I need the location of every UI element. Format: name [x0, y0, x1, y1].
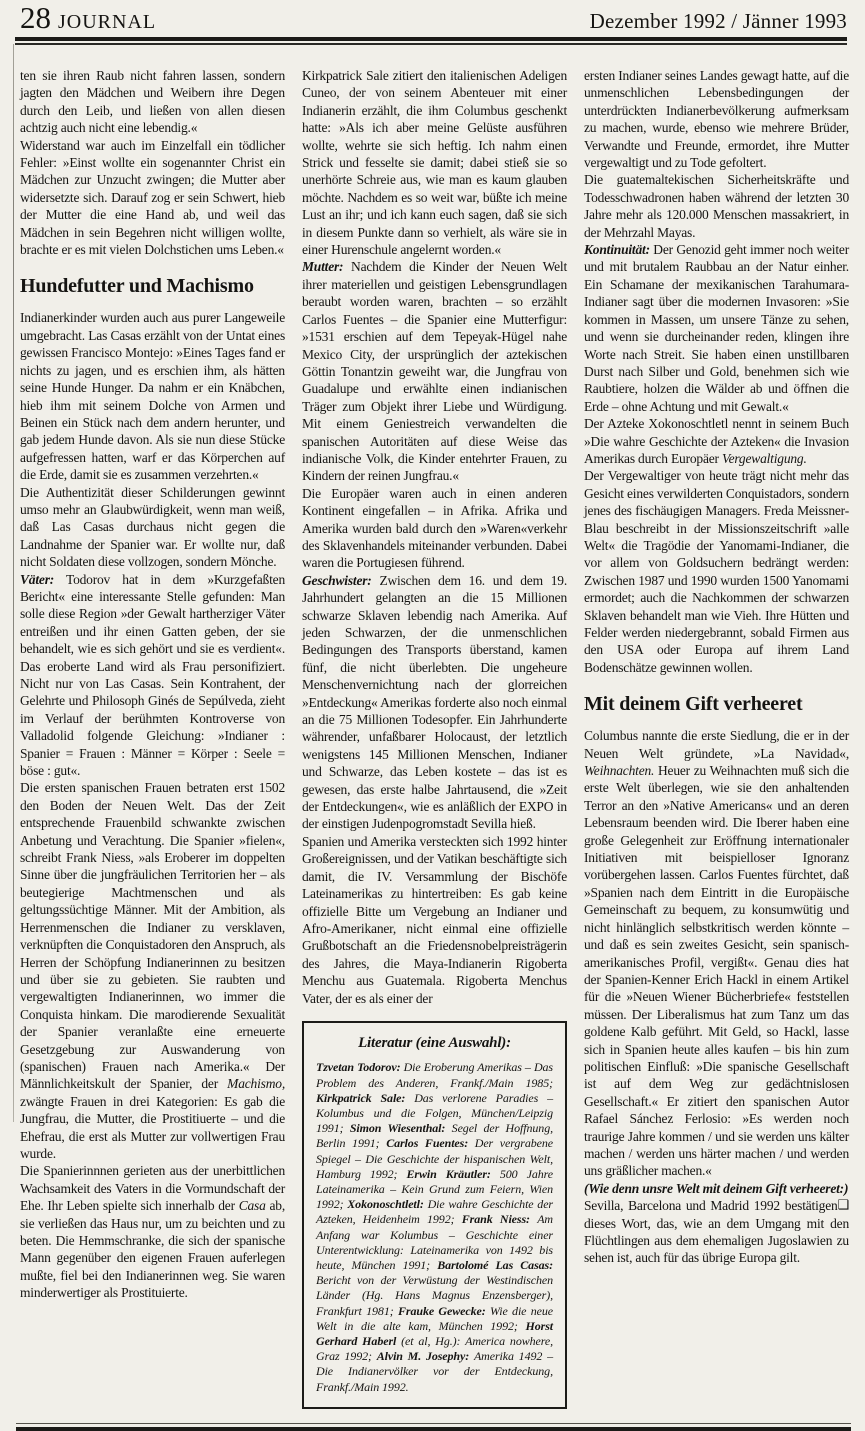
end-of-article-mark: ❑ [837, 1198, 849, 1214]
text-segment: ersten Indianer seines Landes gewagt hatte, auf die unmenschlichen Lebensbedingungen der unterdrückten Indianerbevölkerung aufmerksam zu machen, wurde, ebenso wie mehrere Brüder, Verwandte und Freunde, ermordet, ihre Mutter vergewaltigt und zu Tode gefoltert. [584, 68, 849, 171]
literature-work: Segel der Hoffnung, Berlin 1991; [316, 1121, 553, 1151]
paragraph [584, 171, 849, 241]
masthead [20, 0, 157, 35]
literature-work: Der vergrabene Spiegel – Die Geschichte der hispanischen Welt, Hamburg 1992; [316, 1136, 553, 1181]
bottom-rule-thin [16, 1423, 851, 1424]
literature-author: Alvin M. Josephy: [376, 1349, 474, 1364]
text-segment: Nachdem die Kinder der Neuen Welt ihrer materiellen und geistigen Lebensgrundlagen beraubt worden waren, brachten – so erzählt Carlos Fuentes – die Spanier eine Mutterfigur: »1531 erschien auf dem Tepeyak-Hügel nahe Mexico City, der ursprünglich der aztekischen Göttin Tonantzin geweiht war, die Jungfrau von Guadalupe und erwählte einen indianischen Träger zum Objekt ihrer Liebe und Würdigung. Mit einem Geniestreich verwandelten die spanischen Autoritäten auf diese Weise das indianische Volk, die Kinder entehrter Frauen, zu Kindern der reinen Jungfrau.« [302, 259, 567, 484]
text-segment: Indianerkinder wurden auch aus purer Langeweile umgebracht. Las Casas erzählt von der Untat eines gewissen Francisco Montejo: »Eines Tages fand er nichts zu jagen, und es erschien ihm, als hätten seine Hunde Hunger. Da nahm er ein Knäbchen, hieb ihm mit seinem Dolche von Armen und Beinen ein Stück nach dem andern herunter, und gab jedem Hunde davon. Als sie nun diese Stücke aufgefressen hatten, warf er das Körperchen auf die Erde, damit sie es zusammen verzehrten.« [20, 310, 285, 483]
page-edge-line [13, 44, 14, 1122]
journal-title: JOURNAL [58, 11, 157, 33]
text-segment: Todorov hat in dem »Kurzgefaßten Bericht« eine interessante Stelle gefunden: Man solle diese Region »der Gewalt hartherziger Väter entreißen und ihr einen Gatten geben, der sie behandelt, wie es sich gehört und sie es verdient«. Das eroberte Land wird als Frau personifiziert. Nicht nur von Las Casas. Sein Kontrahent, der Gelehrte und Philosoph Ginés de Sepúlveda, zieht im Verlauf der berühmten Kontroverse von Valladolid folgende Gleichung: »Indianer : Spanier = Frauen : Männer = Körper : Seele = böse : gut«. [20, 571, 285, 779]
literature-author: Erwin Kräutler: [406, 1166, 500, 1181]
paragraph [20, 309, 285, 483]
text-segment: Die Spanierinnnen gerieten aus der unerbittlichen Wachsamkeit des Vaters in die Vormundschaft der Ehe. Ihr Leben spielte sich innerhalb der [20, 1163, 285, 1214]
paragraph [302, 67, 567, 258]
text-segment: Die guatemaltekischen Sicherheitskräfte und Todesschwadronen haben während der letzten 30 Jahre mehr als 120.000 Menschen massakriert, in der Mehrzahl Mayas. [584, 172, 849, 240]
text-segment: Mutter: [302, 259, 344, 275]
literature-author: Xokonoschtletl: [347, 1197, 428, 1212]
text-segment: Sevilla, Barcelona und Madrid 1992 bestätigen dieses Wort, das, wie an dem Umgang mit den Flüchtlingen aus dem ehemaligen Jugoslawien zu sehen ist, auch für das übrige Europa gilt. [584, 1198, 849, 1266]
text-segment: Die Authentizität dieser Schilderungen gewinnt umso mehr an Glaubwürdigkeit, wenn man weiß, daß Las Casas durchaus nicht gegen die Landnahme der Spanier war. Er wollte nur, daß nicht Soldaten diese vollzogen, sondern Mönche. [20, 484, 285, 570]
literature-author: Tzvetan Todorov: [316, 1060, 404, 1075]
text-segment: ab, sie verließen das Haus nur, um zu beichten und zu beten. Die Hemmschranke, die sich der spanische Mann gegenüber den eigenen Frauen auferlegen mußte, fiel bei den Indianerinnen weg. Sie waren minderwertiger als Prostituierte. [20, 1198, 285, 1301]
paragraph [20, 1162, 285, 1301]
article-columns [0, 45, 865, 1409]
literature-author: Frauke Gewecke: [398, 1303, 490, 1318]
text-segment: Heuer zu Weihnachten muß sich die erste Welt überlegen, wie sie den anhaltenden Terror an den »Native Americans« und an deren Lebensraum beenden wird. Die Iberer haben eine große Gelegenheit zur Eröffnung internationaler Initiativen mit beispielloser Ignoranz vorübergehen lassen. Carlos Fuentes fürchtet, daß »Spanien nach dem Eintritt in die Europäische Gemeinschaft zu bequem, zu konsumwütig und nicht hinlänglich selbstkritisch werden könnte – und daß es sein zweites Gesicht, sein spanisch-amerikanisches Profil, vergißt«. Genau dies hat der Spanien-Kenner Erich Hackl in einem Artikel für die »Neuen Wiener Bücherbriefe« feststellen müssen. Der Liberalismus hat zum Tanz um das goldene Kalb geführt. Mit Geld, so Hackl, lasse sich in Spanien heute alles kaufen – bis hin zum politischen Einfluß: »Die spanische Gesellschaft ist auf dem Weg zur gedächtnislosen Gesellschaft.« Er zitiert den spanischen Autor Rafael Sánchez Ferlosio: »Es werden noch traurige Jahre kommen / und sie werden uns kälter machen / werden uns härter machen / und werden uns gräßlicher machen.« [584, 763, 849, 1179]
paragraph [302, 258, 567, 484]
paragraph [584, 415, 849, 467]
text-segment: Der Vergewaltiger von heute trägt nicht mehr das Gesicht eines verwilderten Conquistadors, sondern jenes des fischäugigen Managers. Freda Meissner-Blau beschreibt in der Missionszeitschrift »alle Welt« die Tragödie der Yanomami-Indianer, die vor allem von Goldsuchern bedrängt werden: Zwischen 1987 und 1990 wurden 1500 Yanomami ermordet; auch die Nachkommen der schwarzen Sklaven behandelt man wie Vieh. Ihre Hütten und Felder werden niedergebrannt, sobald Firmen aus den USA oder Europa auf ihrem Land Bodenschätze gewinnen wollen. [584, 468, 850, 675]
section-heading: Mit deinem Gift verheeret [584, 693, 803, 716]
text-segment: Vergewaltigung. [722, 450, 807, 466]
text-segment: Väter: [20, 571, 55, 587]
literature-work: Die wahre Geschichte der Azteken, Heidenheim 1992; [316, 1197, 553, 1227]
literature-author: Simon Wiesenthal: [349, 1121, 452, 1136]
literature-work: Bericht von der Verwüstung der Westindischen Länder (Hg. Hans Magnus Enzensberger), Frankfurt 1981; [316, 1273, 553, 1318]
literature-work: Wie die neue Welt in die alte kam, München 1992; [316, 1303, 554, 1333]
page-number: 28 [20, 0, 51, 35]
column-1 [20, 67, 285, 1409]
bottom-rule [16, 1423, 851, 1431]
text-segment: Der Genozid geht immer noch weiter und mit brutalem Raubbau an der Natur einher. Ein Schamane der mexikanischen Tarahumara-Indianer sagt über die modernen Invasoren: »Sie kommen in Massen, um unsere Tänze zu sehen, und wenn sie durcheinander reden, klingen ihre Worte nach Streit. Sie haben einen unstillbaren Durst nach Silber und Gold, benehmen sich wie Raubtiere, holzen die Wälder ab und öffnen die Erde – ohne Achtung und mit Gewalt.« [584, 242, 849, 414]
header-rule [15, 37, 847, 45]
literature-author: Bartolomé Las Casas: [437, 1257, 554, 1272]
text-segment: Columbus nannte die erste Siedlung, die er in der Neuen Welt gründete, »La Navidad«, [584, 728, 849, 761]
literature-author: Horst Gerhard Haberl [316, 1318, 553, 1348]
text-segment: Zwischen dem 16. und dem 19. Jahrhundert gelangten an die 15 Millionen schwarze Sklaven lebendig nach Amerika. Auf jeden Schwarzen, der die unmenschlichen Bedingungen des Transports überstand, kamen fünf, die nicht überlebten. Die ungeheure Menschenvernichtung nach der glorreichen »Entdeckung« Amerikas forderte also noch einmal an die 75 Millionen Todesopfer. Ein Jahrhunderte währender, unfaßbarer Holocaust, der letztlich wenigstens 145 Millionen Menschen, Indianer und Schwarze, das Leben kostete – das ist es gewesen, das erste halbe Jahrtausend, die »Zeit der Entdeckungen«, wie es anläßlich der EXPO in der einstigen Judenpogromstadt Sevilla hieß. [302, 572, 567, 832]
text-segment: zwängte Frauen in drei Kategorien: Es gab die Jungfrau, die Mutter, die Prostitiuerte – und die Ehefrau, die erst als Mutter zur vollwertigen Frau wurde. [20, 1093, 285, 1161]
paragraph [584, 727, 849, 1180]
header-rule-thick [15, 37, 847, 41]
literature-author: Kirkpatrick Sale: [316, 1090, 415, 1105]
literature-work: Die Eroberung Amerikas – Das Problem des Anderen, Frankf./Main 1985; [316, 1060, 553, 1090]
text-segment: Kontinuität: [584, 242, 650, 258]
text-segment: Die ersten spanischen Frauen betraten erst 1502 den Boden der Neuen Welt. Das der Zeit entsprechende Frauenbild schwankte zwischen Anbetung und Verachtung. Die Spanier »fielen«, schreibt Frank Niess, »als Eroberer im doppelten Sinne über die jungfräulichen Territorien her – als beutegierige Machtmenschen und als geltungssüchtige Männer. Mit der Ambition, als Herrenmenschen die Indianer zu versklaven, verknüpften die Conquistadoren den Anspruch, als Herren der Schöpfung Indianerinnen zu besitzen und über sie zu gebieten. Sie raubten und vergewaltigten Indianerinnen, wo immer die Conquista hinkam. Die marodierende Sexualität der Spanier veranlaßte eine erneuerte Gesetzgebung zur Auswanderung von (spanischen) Frauen nach Amerika.« Der Männlichkeitskult der Spanier, der [20, 780, 285, 1092]
paragraph [302, 572, 567, 833]
paragraph [20, 571, 285, 780]
paragraph [20, 137, 285, 259]
issue-date: Dezember 1992 / Jänner 1993 [589, 9, 847, 33]
paragraph [302, 485, 567, 572]
paragraph [584, 67, 849, 171]
bottom-rule-thick [16, 1427, 851, 1431]
literature-work: 500 Jahre Lateinamerika – Kein Grund zum Feiern, Wien 1992; [316, 1166, 554, 1212]
literature-work: Amerika 1492 – Die Indianervölker vor der Entdeckung, Frankf./Main 1992. [316, 1349, 553, 1394]
text-segment: (Wie denn unsre Welt mit deinem Gift verheeret:) [584, 1180, 849, 1196]
column-3 [584, 67, 849, 1409]
paragraph [584, 1180, 849, 1197]
paragraph [584, 1197, 849, 1267]
paragraph [302, 833, 567, 1007]
text-segment: Casa [238, 1198, 266, 1214]
text-segment: Der Azteke Xokonoschtletl nennt in seinem Buch »Die wahre Geschichte der Azteken« die Invasion Amerikas durch Europäer [584, 416, 849, 466]
paragraph [584, 467, 849, 676]
text-segment: Widerstand war auch im Einzelfall ein tödlicher Fehler: »Einst wollte ein sogenannter Christ ein Mädchen zur Unzucht zwingen; die Mutter aber widersetzte sich. Darauf zog er sein Schwert, hieb der Mutter die eine Hand ab, und weil das Mädchen in sein Begehren nicht willigen wollte, brachte er es mit vielen Dolchstichen ums Leben.« [20, 137, 285, 258]
literature-author: Carlos Fuentes: [386, 1136, 475, 1151]
text-segment: Machismo, [227, 1076, 285, 1092]
literature-work: Am Anfang war Kolumbus – Geschichte einer Unterentwicklung: Lateinamerika von 1492 bis heute, München 1991; [316, 1212, 553, 1272]
text-segment: Geschwister: [302, 572, 372, 588]
section-heading: Hundefutter und Machismo [20, 275, 254, 298]
paragraph [20, 484, 285, 571]
paragraph [20, 779, 285, 1162]
text-segment: Weihnachten. [584, 763, 655, 779]
paragraph [584, 241, 849, 415]
paragraph [20, 67, 285, 137]
literature-author: Frank Niess: [461, 1212, 538, 1227]
column-2 [302, 67, 567, 1409]
text-segment: Die Europäer waren auch in einen anderen Kontinent eingefallen – in Afrika. Afrika und Amerika wurden bald durch den »Waren«verkehr des Sklavenhandels miteinander verbunden. Dabei waren die Portugiesen führend. [302, 485, 567, 571]
literature-work: Das verlorene Paradies – Kolumbus und die Folgen, München/Leipzig 1991; [316, 1090, 553, 1136]
literature-entries [316, 1060, 553, 1394]
text-segment: ten sie ihren Raub nicht fahren lassen, sondern jagten den Mädchen und Weibern ihre Degen durch den Leib, und ließen von allen diesen achtzig auch nicht eine lebendig.« [20, 68, 285, 136]
text-segment: Kirkpatrick Sale zitiert den italienischen Adeligen Cuneo, der von seinem Abenteuer mit einer Indianerin erzählt, die ihm Columbus geschenkt hatte: »Als ich aber meine Gelüste ausführen wollte, wehrte sie sich heftig. Ich nahm einen Strick und fesselte sie damit; dabei stieß sie so unerhörte Schreie aus, wie man es kaum glauben möchte. Nachdem es so weit war, büßte ich meine Lust an ihr; und ich kann euch sagen, daß sie sich in diesem Punkte dann so verhielt, als wäre sie in einer Hurenschule angelernt worden.« [302, 68, 567, 258]
literature-box-title: Literatur (eine Auswahl): [358, 1034, 511, 1051]
literature-work: (et al, Hg.): America nowhere, Graz 1992; [316, 1334, 553, 1364]
page-header [0, 0, 865, 34]
text-segment: Spanien und Amerika versteckten sich 1992 hinter Großereignissen, und der Vatikan beschäftigte sich damit, die IV. Versammlung der Bischöfe Lateinamerikas zu hintertreiben: Es gab keine offizielle Bitte um Vergebung an Indianer und Afro-Amerikaner, nicht einmal eine offizielle Grußbotschaft an die Friedensnobelpreisträgerin des Jahres, die Maya-Indianerin Rigoberta Menchu aus Guatemala. Rigoberta Menchus Vater, der es als einer der [302, 833, 567, 1006]
literature-box [302, 1021, 567, 1409]
